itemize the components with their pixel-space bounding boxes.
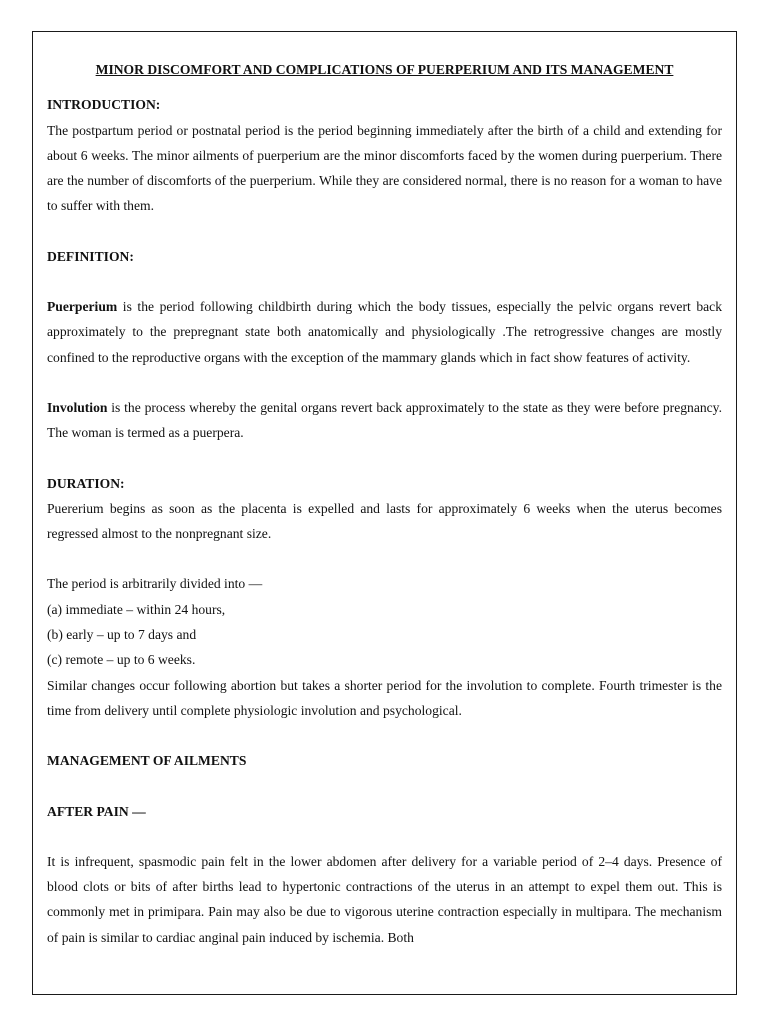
management-heading: MANAGEMENT OF AILMENTS xyxy=(47,753,247,769)
document-body xyxy=(47,57,722,950)
document-title: MINOR DISCOMFORT AND COMPLICATIONS OF PUERPERIUM AND ITS MANAGEMENT xyxy=(95,62,674,77)
after-pain-heading: AFTER PAIN — xyxy=(47,803,146,819)
duration-division-intro: The period is arbitrarily divided into — xyxy=(47,576,263,592)
duration-heading: DURATION: xyxy=(47,475,125,491)
puerperium-definition-paragraph xyxy=(47,294,722,370)
duration-paragraph: Puererium begins as soon as the placenta is expelled and lasts for approximately 6 weeks when the uterus becomes regressed almost to the nonpregnant size. xyxy=(47,500,722,542)
introduction-heading: INTRODUCTION: xyxy=(47,97,161,113)
involution-definition-paragraph xyxy=(47,395,722,446)
page-border xyxy=(32,31,737,995)
duration-item-early: (b) early – up to 7 days and xyxy=(47,627,197,643)
duration-item-remote: (c) remote – up to 6 weeks. xyxy=(47,652,196,668)
duration-closing-paragraph: Similar changes occur following abortion but takes a shorter period for the involution to complete. Fourth trimester is the time from delivery until complete physiologic involution and psychological. xyxy=(47,677,722,718)
involution-definition-text: is the process whereby the genital organs revert back approximately to the state as they were before pregnancy. The woman is termed as a puerpera. xyxy=(47,399,722,441)
definition-heading: DEFINITION: xyxy=(47,248,134,264)
introduction-paragraph: The postpartum period or postnatal period is the period beginning immediately after the birth of a child and extending for about 6 weeks. The minor ailments of puerperium are the minor discomforts faced by the women during puerperium. There are the number of discomforts of the puerperium. While they are considered normal, there is no reason for a woman to have to suffer with them. xyxy=(47,122,722,214)
puerperium-term: Puerperium xyxy=(47,299,118,315)
puerperium-definition-text: is the period following childbirth during which the body tissues, especially the pelvic organs revert back approximately to the prepregnant state both anatomically and physiologically .The retrogressive changes are mostly confined to the reproductive organs with the exception of the mammary glands which in fact show features of activity. xyxy=(47,299,722,365)
involution-term: Involution xyxy=(47,399,108,415)
duration-item-immediate: (a) immediate – within 24 hours, xyxy=(47,601,226,617)
after-pain-paragraph: It is infrequent, spasmodic pain felt in the lower abdomen after delivery for a variable period of 2–4 days. Presence of blood clots or bits of after births lead to hypertonic contractions of the uterus in an attempt to expel them out. This is commonly met in primipara. Pain may also be due to vigorous uterine contraction especially in multipara. The mechanism of pain is similar to cardiac anginal pain induced by ischemia. Both xyxy=(47,853,722,945)
